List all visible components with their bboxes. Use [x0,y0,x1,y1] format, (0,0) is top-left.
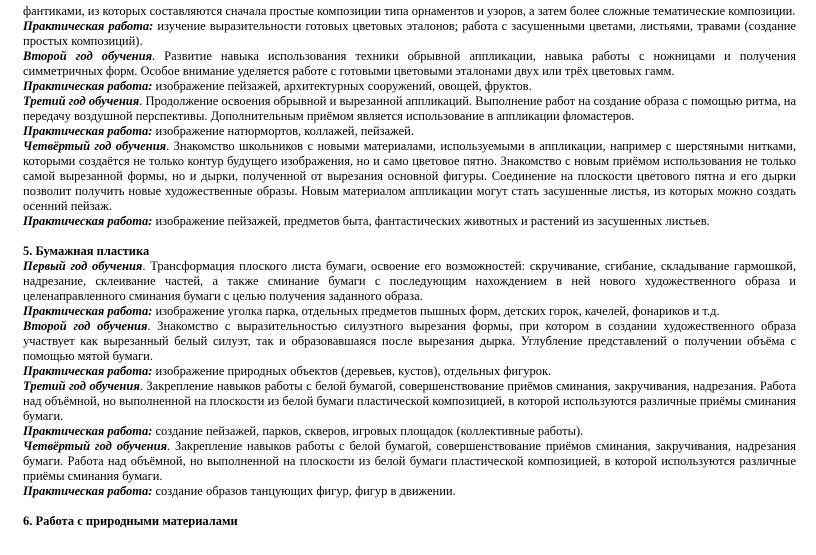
paragraph-lead: Второй год обучения [23,319,148,333]
paragraph: фантиками, из которых составляются сначала простые композиции типа орнаментов и узоров, а затем более сложные тематические композиции. [23,4,796,18]
paragraph: Практическая работа: изображение натюрмортов, коллажей, пейзажей. [23,124,414,138]
paragraph-lead: Четвёртый год обучения [23,439,168,453]
paragraph: Третий год обучения. Закрепление навыков работы с белой бумагой, совершенствование приёмов сминания, закручивания, надрезания. Работа над объёмной, но выполненной на плоскости из белой бумаги пластической композицией, в которой используются различные приёмы сминания бумаги. [23,379,796,423]
paragraph: Практическая работа: создание образов танцующих фигур, фигур в движении. [23,484,456,498]
paragraph: Четвёртый год обучения. Знакомство школьников с новыми материалами, используемыми в аппликации, например с шерстяными нитками, которыми создаётся не только контур будущего изображения, но и само цветовое пятно. Знакомство с новым приёмом использования не только самой вырезанной формы, но и дырки, полученной от вырезания основной фигуры. Соединение на плоскости цветового пятна и его дырки позволит получить новые художественные образы. Новым материалом аппликации могут стать засушенные листья, из которых можно создать осенний пейзаж. [23,139,796,213]
paragraph-lead: Третий год обучения [23,94,140,108]
paragraph: Второй год обучения. Знакомство с выразительностью силуэтного вырезания формы, при котором в создании художественного образа участвует как вырезанный белый силуэт, так и образовавшаяся после вырезания дырка. Углубление представлений о получении объёма с помощью мятой бумаги. [23,319,796,363]
paragraph: Третий год обучения. Продолжение освоения обрывной и вырезанной аппликаций. Выполнение работ на создание образа с помощью ритма, на передачу воздушной перспективы. Дополнительным приёмом является использование в аппликации фломастеров. [23,94,796,123]
paragraph: Первый год обучения. Трансформация плоского листа бумаги, освоение его возможностей: скручивание, сгибание, складывание гармошкой, надрезание, склеивание частей, а также сминание бумаги с последующим нахождением в ней нового художественного образа и целенаправленного сминания бумаги с целью получения заданного образа. [23,259,796,303]
section-heading: 6. Работа с природными материалами [23,514,238,528]
paragraph: Практическая работа: изображение уголка парка, отдельных предметов пышных форм, детских горок, качелей, фонариков и т.д. [23,304,720,318]
paragraph-lead: Практическая работа: [23,124,153,138]
paragraph: Практическая работа: изображение пейзажей, архитектурных сооружений, овощей, фруктов. [23,79,532,93]
paragraph-lead: Практическая работа: [23,19,154,33]
paragraph: Практическая работа: изображение пейзажей, предметов быта, фантастических животных и растений из засушенных листьев. [23,214,710,228]
paragraph: Практическая работа: изучение выразительности готовых цветовых эталонов; работа с засушенными цветами, листьями, травами (создание простых композиций). [23,19,797,48]
document-body [23,4,796,529]
paragraph-lead: Практическая работа: [23,79,153,93]
paragraph-lead: Третий год обучения [23,379,140,393]
paragraph-lead: Практическая работа: [23,214,153,228]
paragraph: Практическая работа: создание пейзажей, парков, скверов, игровых площадок (коллективные работы). [23,424,584,438]
paragraph: Четвёртый год обучения. Закрепление навыков работы с белой бумагой, совершенствование приёмов сминания, закручивания, надрезания бумаги. Работа над объёмной, но выполненной на плоскости из белой бумаги пластической композицией, в которой используются различные приёмы сминания бумаги. [23,439,796,483]
paragraph: Практическая работа: изображение природных объектов (деревьев, кустов), отдельных фигурок. [23,364,552,378]
paragraph-lead: Практическая работа: [23,304,153,318]
paragraph-lead: Четвёртый год обучения [23,139,167,153]
paragraph-lead: Практическая работа: [23,424,153,438]
paragraph-lead: Первый год обучения [23,259,143,273]
paragraph-lead: Практическая работа: [23,364,153,378]
paragraph: Второй год обучения. Развитие навыка использования техники обрывной аппликации, навыка работы с ножницами и получения симметричных форм. Особое внимание уделяется работе с готовыми цветовыми эталонами двух или трёх цветовых гамм. [23,49,796,78]
paragraph-lead: Практическая работа: [23,484,153,498]
section-heading: 5. Бумажная пластика [23,244,150,258]
paragraph-lead: Второй год обучения [23,49,153,63]
